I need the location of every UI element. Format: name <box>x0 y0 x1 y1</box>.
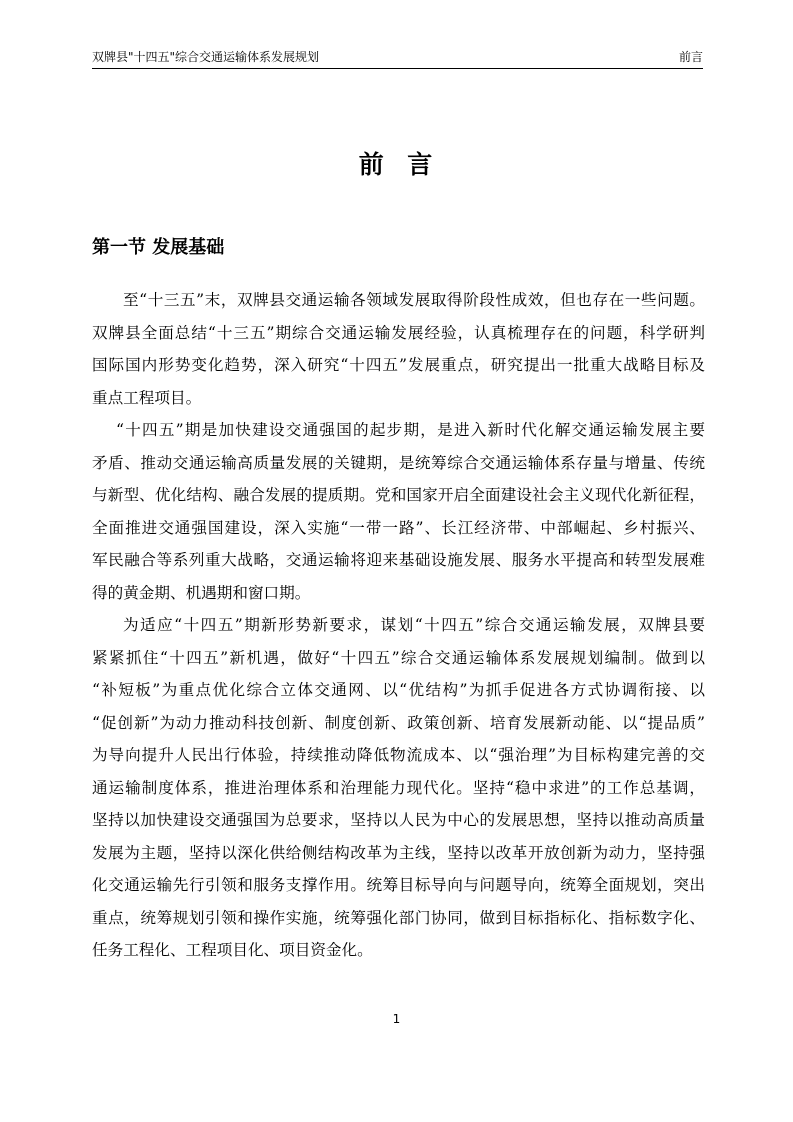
text-line: 得的黄金期、机遇期和窗口期。 <box>92 583 311 602</box>
text-line: 军民融合等系列重大战略，交通运输将迎来基础设施发展、服务水平提高和转型发展难 <box>92 551 705 569</box>
text-line: 与新型、优化结构、融合发展的提质期。党和国家开启全面建设社会主义现代化新征程， <box>92 486 705 504</box>
header-document-title: 双牌县"十四五"综合交通运输体系发展规划 <box>92 50 320 64</box>
paragraph <box>92 284 705 414</box>
body-text <box>92 284 705 967</box>
text-line: 矛盾、推动交通运输高质量发展的关键期，是统筹综合交通运输体系存量与增量、传统 <box>92 453 705 472</box>
text-line: 紧紧抓住“十四五”新机遇，做好“十四五”综合交通运输体系发展规划编制。做到以 <box>92 648 705 667</box>
page-title: 前 言 <box>358 150 435 179</box>
text-line: 国际国内形势变化趋势，深入研究“十四五”发展重点，研究提出一批重大战略目标及 <box>92 356 705 374</box>
text-line: 任务工程化、工程项目化、项目资金化。 <box>92 941 373 959</box>
text-line: “十四五”期是加快建设交通强国的起步期，是进入新时代化解交通运输发展主要 <box>116 421 705 439</box>
text-line: 发展为主题，坚持以深化供给侧结构改革为主线，坚持以改革开放创新为动力，坚持强 <box>92 843 705 862</box>
text-line: 全面推进交通强国建设，深入实施“一带一路”、长江经济带、中部崛起、乡村振兴、 <box>92 518 705 537</box>
header-chapter-title: 前言 <box>678 50 703 64</box>
text-line: 重点，统筹规划引领和操作实施，统筹强化部门协同，做到目标指标化、指标数字化、 <box>92 908 705 927</box>
page-header <box>92 46 703 69</box>
text-line: 坚持以加快建设交通强国为总要求，坚持以人民为中心的发展思想，坚持以推动高质量 <box>92 811 705 829</box>
text-line: 双牌县全面总结“十三五”期综合交通运输发展经验，认真梳理存在的问题，科学研判 <box>92 323 705 342</box>
text-line: 为导向提升人民出行体验，持续推动降低物流成本、以“强治理”为目标构建完善的交 <box>92 746 705 764</box>
text-line: 重点工程项目。 <box>92 388 202 407</box>
text-line: 至“十三五”末，双牌县交通运输各领域发展取得阶段性成效，但也存在一些问题。 <box>123 291 705 309</box>
text-line: 化交通运输先行引领和服务支撑作用。统筹目标导向与问题导向，统筹全面规划，突出 <box>92 876 705 894</box>
text-line: 通运输制度体系，推进治理体系和治理能力现代化。坚持“稳中求进”的工作总基调， <box>92 778 705 797</box>
text-line: 为适应“十四五”期新形势新要求，谋划“十四五”综合交通运输发展，双牌县要 <box>123 616 705 634</box>
text-line: “促创新”为动力推动科技创新、制度创新、政策创新、培育发展新动能、以“提品质” <box>92 713 705 732</box>
page-number: 1 <box>392 1012 401 1026</box>
paragraph <box>92 414 705 609</box>
paragraph <box>92 609 705 967</box>
text-line: “补短板”为重点优化综合立体交通网、以“优结构”为抓手促进各方式协调衔接、以 <box>92 681 705 699</box>
section-heading: 第一节 发展基础 <box>92 237 225 258</box>
